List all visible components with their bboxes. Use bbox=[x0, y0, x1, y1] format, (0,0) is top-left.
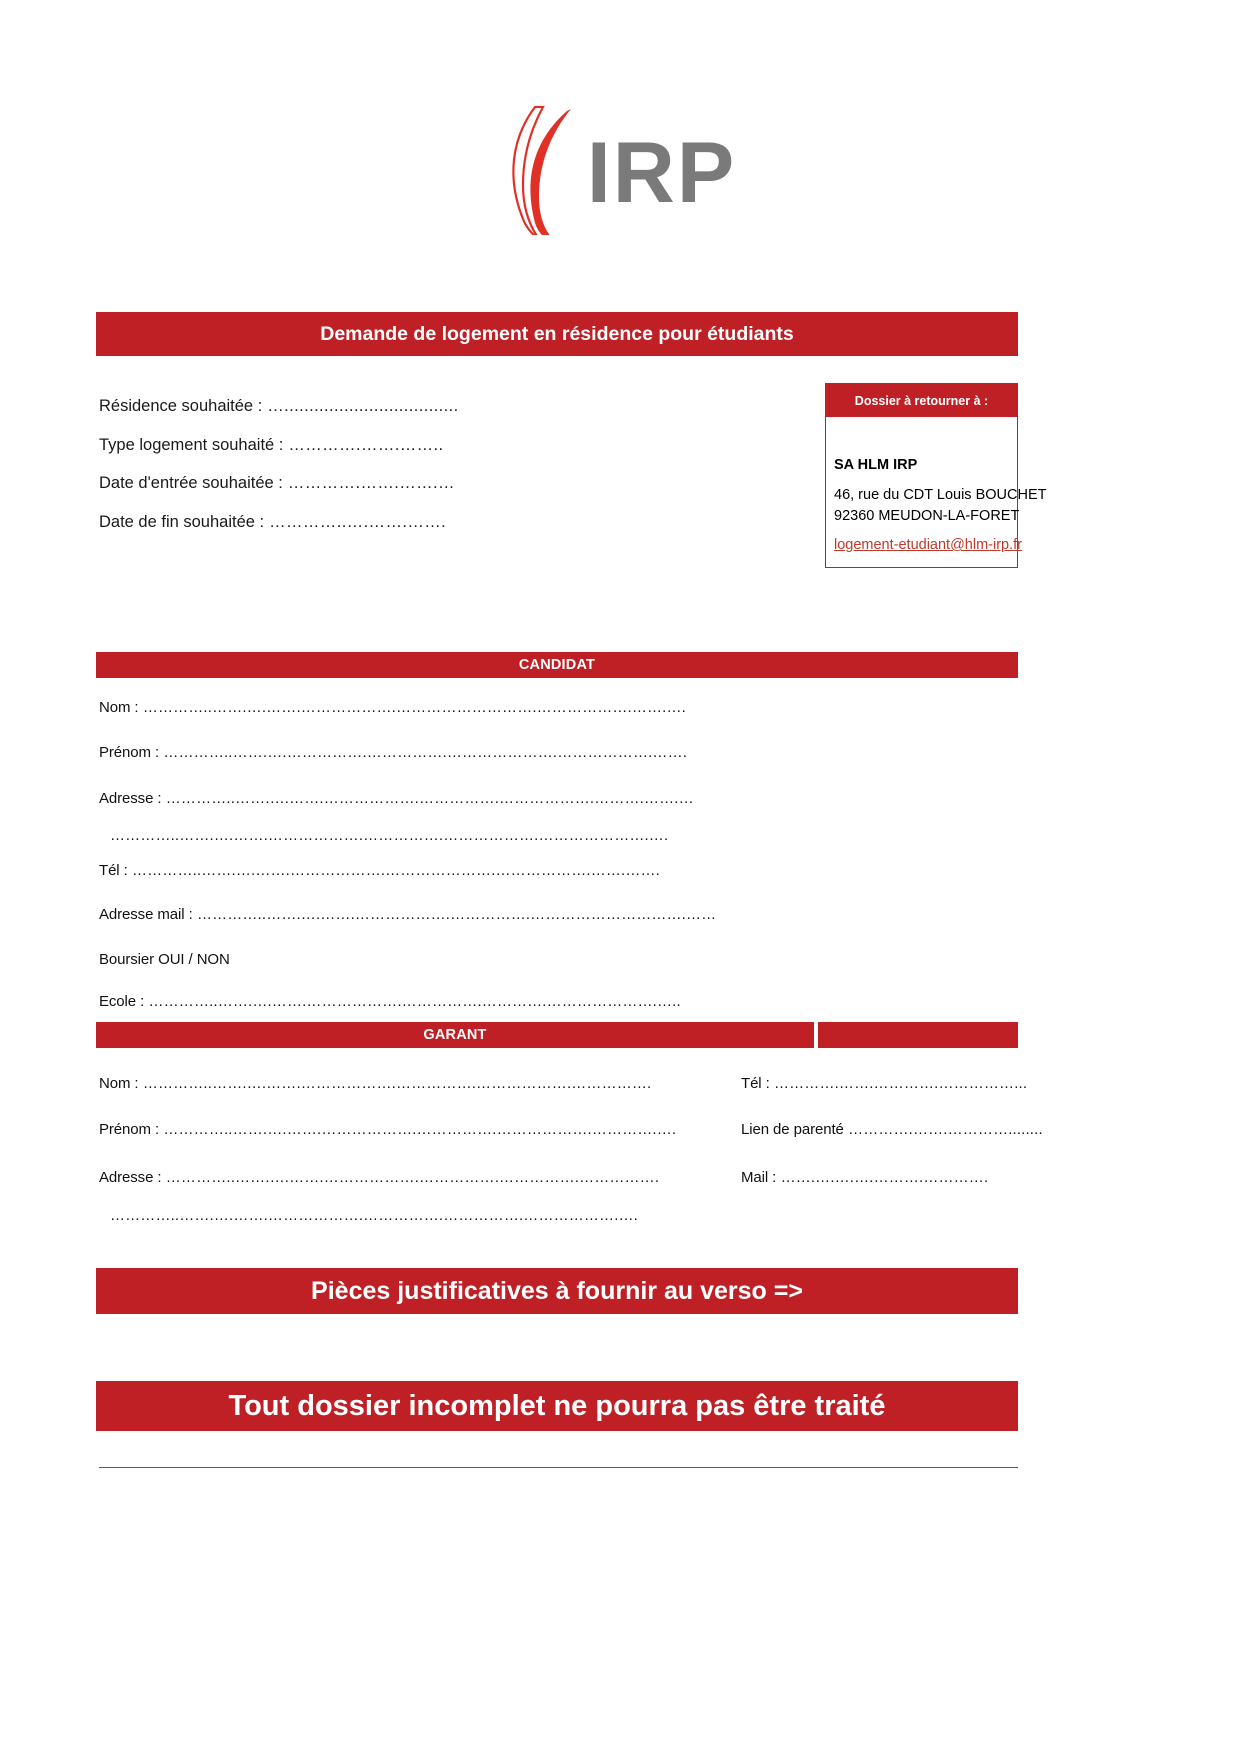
return-box-body bbox=[826, 417, 1047, 556]
fill-dots: …………..…….….…….……………….…………….…………….……………. bbox=[161, 1169, 660, 1186]
section-divider bbox=[814, 1022, 818, 1048]
fill-dots: …………..…….….…….……………….…………….……………….……………. bbox=[138, 1075, 652, 1092]
candidat-field-adresse[interactable] bbox=[99, 791, 694, 806]
garant-field-adresse-line2[interactable] bbox=[110, 1208, 638, 1223]
candidat-field-prenom[interactable] bbox=[99, 745, 687, 760]
field-label: Tél : bbox=[741, 1075, 770, 1092]
garant-field-prenom[interactable] bbox=[99, 1122, 676, 1137]
return-box-header: Dossier à retourner à : bbox=[826, 384, 1017, 417]
fill-dots: ………….…….………….……………... bbox=[769, 1075, 1028, 1092]
field-label: Nom : bbox=[99, 1075, 139, 1092]
fill-dots: …………..…….….…….……………….…………….…………….……………….…. bbox=[110, 1207, 638, 1224]
garant-field-lien-parente[interactable] bbox=[741, 1122, 1043, 1137]
field-type-logement[interactable] bbox=[99, 437, 699, 454]
return-email-link[interactable]: logement-etudiant@hlm-irp.fr bbox=[834, 537, 1022, 554]
verso-notice-banner: Pièces justificatives à fournir au verso => bbox=[96, 1268, 1018, 1314]
garant-field-nom[interactable] bbox=[99, 1076, 651, 1091]
fill-dots: …………..…….….…………….…………….………………….……………….……. bbox=[159, 744, 688, 761]
page-title: Demande de logement en résidence pour étudiants bbox=[96, 312, 1018, 356]
incomplete-notice-banner: Tout dossier incomplet ne pourra pas être traité bbox=[96, 1381, 1018, 1431]
fill-dots: …………..…….….…….……………….…………….……………….……….…….… bbox=[161, 790, 694, 807]
return-street: 46, rue du CDT Louis BOUCHET bbox=[834, 487, 1047, 504]
field-label: Date de fin souhaitée : bbox=[99, 512, 265, 531]
fill-dots: …….….….….……….…………. bbox=[776, 1169, 989, 1186]
field-label: Prénom : bbox=[99, 1121, 160, 1138]
candidat-field-ecole[interactable] bbox=[99, 994, 681, 1009]
field-label: Adresse : bbox=[99, 790, 162, 807]
fill-dots: ………….…….…………........ bbox=[843, 1121, 1043, 1138]
garant-field-adresse[interactable] bbox=[99, 1170, 659, 1185]
section-label-garant: GARANT bbox=[423, 1027, 487, 1043]
field-date-fin[interactable] bbox=[99, 514, 699, 531]
logo-wordmark: IRP bbox=[586, 125, 737, 221]
candidat-field-boursier[interactable] bbox=[99, 952, 230, 967]
return-city: 92360 MEUDON-LA-FORET bbox=[834, 508, 1020, 525]
field-label: Résidence souhaitée : bbox=[99, 397, 263, 415]
garant-field-mail[interactable] bbox=[741, 1170, 988, 1185]
field-label: Mail : bbox=[741, 1169, 777, 1186]
bottom-divider bbox=[99, 1467, 1018, 1468]
fill-dots: …………..…….….…….……………….…………….………………………….…… bbox=[192, 906, 717, 923]
fill-dots: …………..….…….……. bbox=[264, 512, 447, 531]
candidat-field-nom[interactable] bbox=[99, 700, 686, 715]
fill-dots: …………..…….….…….……………….…………….……………….………….…. bbox=[159, 1121, 677, 1138]
field-label: Lien de parenté bbox=[741, 1121, 844, 1138]
request-details bbox=[99, 398, 699, 552]
field-label: Boursier OUI / NON bbox=[99, 951, 230, 968]
return-address-box bbox=[825, 383, 1047, 568]
fill-dots: …………..…….….…….……………….…………….………….………………….….. bbox=[144, 993, 681, 1010]
candidat-field-tel[interactable] bbox=[99, 863, 660, 878]
candidat-field-adresse-mail[interactable] bbox=[99, 907, 716, 922]
fill-dots: …………..…….….…….……………….…………….……………….………………….…. bbox=[110, 827, 669, 844]
field-label: Nom : bbox=[99, 699, 139, 716]
garant-field-tel[interactable] bbox=[741, 1076, 1027, 1091]
fill-dots: …................................... bbox=[262, 397, 459, 415]
fill-dots: …………..…….….…….……………….………………….……………….…….……. bbox=[127, 862, 660, 879]
irp-logo bbox=[0, 100, 1241, 240]
fill-dots: …………..…….….…….……………….……………………….……………….…….…. bbox=[138, 699, 686, 716]
field-label: Adresse : bbox=[99, 1169, 162, 1186]
return-organization: SA HLM IRP bbox=[834, 457, 918, 473]
field-date-entree[interactable] bbox=[99, 475, 699, 492]
section-header-candidat: CANDIDAT bbox=[96, 652, 1018, 678]
fill-dots: ………….…….…….… bbox=[282, 474, 455, 492]
field-label: Type logement souhaité : bbox=[99, 435, 284, 454]
candidat-field-adresse-line2[interactable] bbox=[110, 828, 668, 843]
field-label: Adresse mail : bbox=[99, 906, 193, 923]
field-label: Prénom : bbox=[99, 744, 160, 761]
field-residence-souhaitee[interactable] bbox=[99, 398, 699, 415]
swoosh-arc-icon bbox=[505, 105, 583, 235]
fill-dots: ………….…….…….. bbox=[283, 435, 444, 454]
field-label: Ecole : bbox=[99, 993, 145, 1010]
logo-group bbox=[505, 105, 736, 235]
field-label: Date d'entrée souhaitée : bbox=[99, 474, 283, 492]
field-label: Tél : bbox=[99, 862, 128, 879]
section-header-garant bbox=[96, 1022, 1018, 1048]
